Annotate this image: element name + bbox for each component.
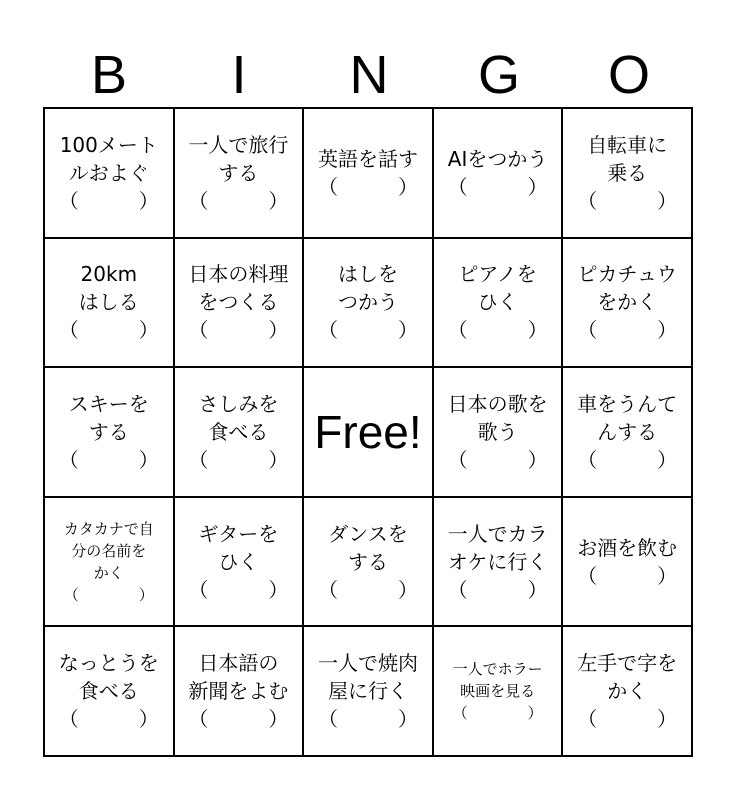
cell-text: ピアノを ひく — [458, 262, 537, 315]
cell-blank: （ ） — [317, 577, 418, 602]
cell-blank: （ ） — [317, 707, 418, 732]
bingo-cell[interactable] — [433, 108, 563, 238]
free-space-cell[interactable] — [303, 367, 433, 497]
bingo-cell[interactable] — [174, 497, 304, 627]
cell-text: 一人で旅行 する — [188, 132, 289, 185]
bingo-cell[interactable] — [174, 626, 304, 756]
bingo-cell[interactable] — [562, 367, 692, 497]
cell-blank: （ ） — [58, 318, 159, 343]
cell-blank: （ ） — [577, 563, 678, 588]
bingo-cell[interactable] — [174, 238, 304, 368]
bingo-header — [44, 44, 694, 106]
cell-text: 車をうんて んする — [577, 391, 678, 444]
cell-text: 自転車に 乗る — [587, 132, 668, 185]
bingo-cell[interactable] — [44, 367, 174, 497]
cell-text: さしみを 食べる — [198, 391, 279, 444]
cell-blank: （ ） — [58, 447, 159, 472]
cell-text: 一人で焼肉 屋に行く — [317, 651, 418, 704]
bingo-grid — [43, 107, 693, 757]
cell-blank: （ ） — [577, 188, 678, 213]
cell-blank: （ ） — [188, 188, 289, 213]
bingo-cell[interactable] — [174, 367, 304, 497]
cell-text: お酒を飲む — [577, 535, 678, 560]
cell-blank: （ ） — [447, 318, 548, 343]
cell-text: なっとうを 食べる — [58, 651, 159, 704]
cell-blank: （ ） — [577, 318, 678, 343]
header-letter-i: I — [231, 45, 247, 105]
cell-text: 20km はしる — [78, 262, 139, 315]
cell-text: 100メート ルおよぐ — [59, 132, 158, 185]
cell-text: スキーを する — [68, 391, 149, 444]
cell-blank: （ ） — [447, 447, 548, 472]
header-letter-b: B — [90, 45, 128, 105]
bingo-cell[interactable] — [44, 238, 174, 368]
cell-text: 一人でカラ オケに行く — [447, 521, 548, 574]
cell-text: ギターを ひく — [198, 521, 279, 574]
cell-blank: （ ） — [188, 447, 289, 472]
cell-text: カタカナで自 分の名前を かく — [63, 519, 154, 582]
cell-text: 左手で字を かく — [577, 651, 678, 704]
header-letter-n: N — [349, 45, 389, 105]
cell-blank: （ ） — [188, 707, 289, 732]
cell-blank: （ ） — [447, 174, 548, 199]
cell-text: 英語を話す — [317, 146, 418, 171]
bingo-cell[interactable] — [433, 238, 563, 368]
cell-blank: （ ） — [58, 707, 159, 732]
cell-text: はしを つかう — [337, 262, 398, 315]
cell-blank: （ ） — [188, 577, 289, 602]
cell-text: ピカチュウ をかく — [577, 262, 677, 315]
cell-blank: （ ） — [447, 577, 548, 602]
cell-text: 一人でホラー 映画を見る — [452, 660, 543, 701]
bingo-cell[interactable] — [303, 626, 433, 756]
cell-blank: （ ） — [577, 447, 678, 472]
bingo-cell[interactable] — [303, 108, 433, 238]
header-letter-g: G — [477, 45, 520, 105]
bingo-cell[interactable] — [44, 108, 174, 238]
bingo-cell[interactable] — [562, 626, 692, 756]
cell-blank: （ ） — [577, 707, 678, 732]
bingo-cell[interactable] — [433, 367, 563, 497]
cell-blank: （ ） — [63, 585, 154, 604]
header-letter-o: O — [607, 45, 650, 105]
bingo-cell[interactable] — [562, 497, 692, 627]
bingo-cell[interactable] — [433, 626, 563, 756]
cell-blank: （ ） — [317, 318, 418, 343]
bingo-cell[interactable] — [303, 238, 433, 368]
cell-text: 日本語の 新聞をよむ — [188, 651, 289, 704]
cell-blank: （ ） — [317, 174, 418, 199]
cell-blank: （ ） — [452, 704, 543, 723]
cell-blank: （ ） — [58, 188, 159, 213]
cell-text: ダンスを する — [328, 521, 408, 574]
bingo-cell[interactable] — [44, 626, 174, 756]
bingo-cell[interactable] — [562, 108, 692, 238]
cell-text: AIをつかう — [447, 146, 548, 171]
free-space-label: Free! — [314, 405, 422, 458]
cell-text: 日本の料理 をつくる — [188, 262, 289, 315]
cell-text: 日本の歌を 歌う — [447, 391, 548, 444]
bingo-cell[interactable] — [174, 108, 304, 238]
bingo-cell[interactable] — [433, 497, 563, 627]
cell-blank: （ ） — [188, 318, 289, 343]
bingo-cell[interactable] — [562, 238, 692, 368]
bingo-cell[interactable] — [303, 497, 433, 627]
bingo-cell[interactable] — [44, 497, 174, 627]
